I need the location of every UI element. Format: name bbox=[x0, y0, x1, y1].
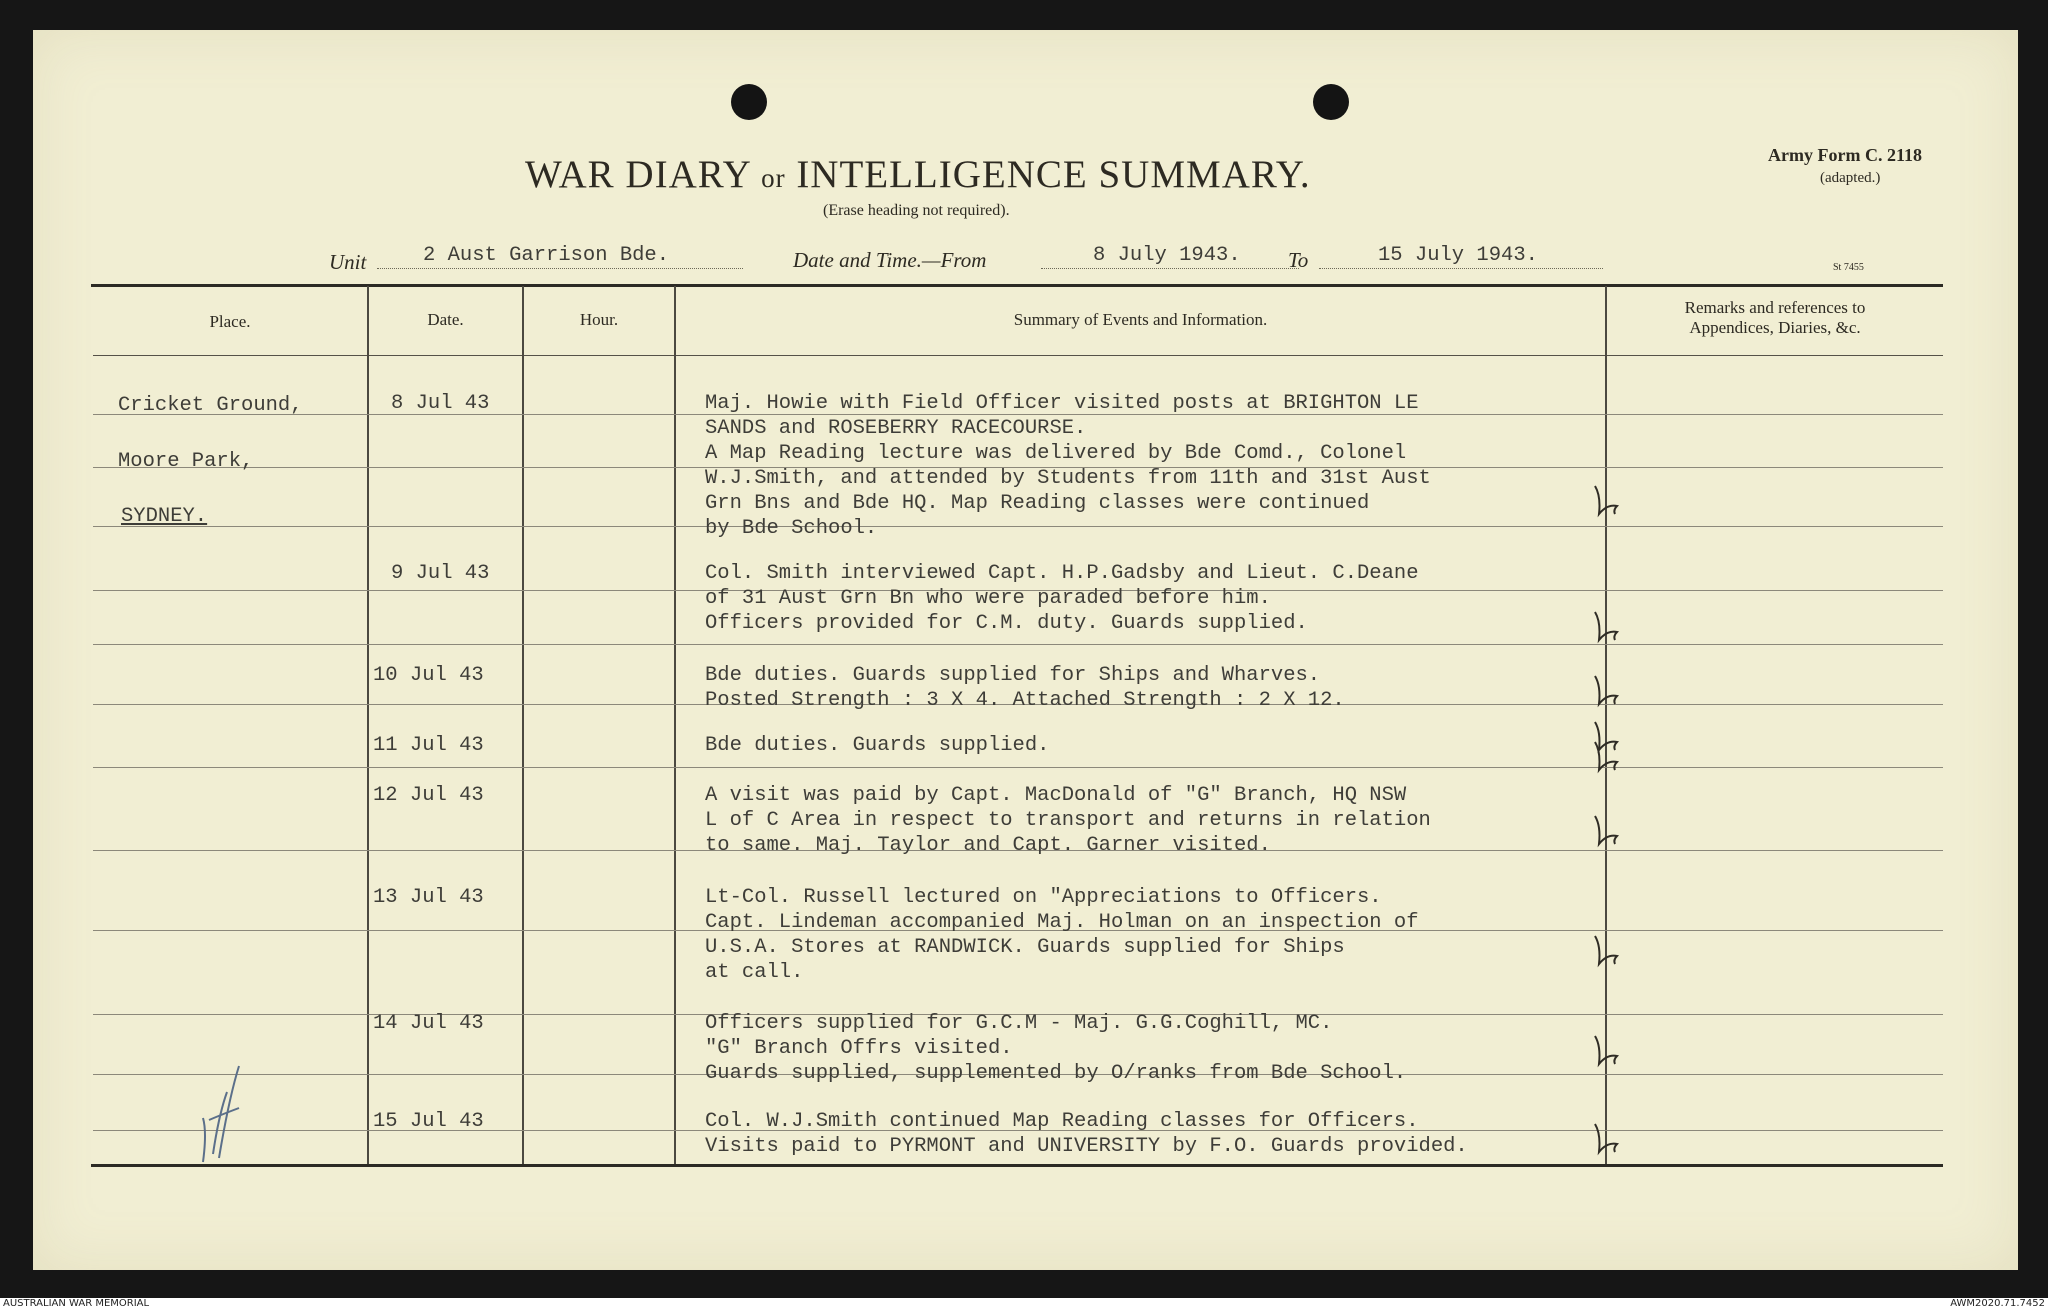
title-war-diary: WAR DIARY bbox=[525, 153, 751, 196]
header-date: Date. bbox=[427, 310, 464, 329]
header-summary: Summary of Events and Information. bbox=[1013, 310, 1268, 329]
entry-date: 10 Jul 43 bbox=[373, 664, 484, 687]
entry-summary-line: SANDS and ROSEBERRY RACECOURSE. bbox=[705, 417, 1087, 440]
column-divider bbox=[674, 286, 676, 1164]
header-rule bbox=[93, 355, 1943, 356]
ruled-line bbox=[93, 644, 1943, 645]
unit-value: 2 Aust Garrison Bde. bbox=[423, 244, 670, 267]
table-bottom-rule bbox=[91, 1164, 1943, 1167]
form-title bbox=[525, 152, 1311, 197]
entry-date: 11 Jul 43 bbox=[373, 734, 484, 757]
archive-footer bbox=[0, 1298, 2048, 1312]
entry-summary-line: Guards supplied, supplemented by O/ranks from Bde School. bbox=[705, 1062, 1407, 1085]
title-or: or bbox=[761, 163, 786, 193]
entry-summary-line: A visit was paid by Capt. MacDonald of "G" Branch, HQ NSW bbox=[705, 784, 1407, 807]
to-label: To bbox=[1288, 248, 1309, 272]
to-date: 15 July 1943. bbox=[1378, 244, 1538, 267]
header-place: Place. bbox=[209, 312, 251, 331]
footer-source: AUSTRALIAN WAR MEMORIAL bbox=[3, 1298, 150, 1309]
from-date: 8 July 1943. bbox=[1093, 244, 1241, 267]
entry-summary-line: Visits paid to PYRMONT and UNIVERSITY by F.O. Guards provided. bbox=[705, 1135, 1468, 1158]
entry-summary-line: Bde duties. Guards supplied for Ships and Wharves. bbox=[705, 664, 1321, 687]
footer-reference: AWM2020.71.7452 bbox=[1950, 1298, 2045, 1309]
entry-summary-line: A Map Reading lecture was delivered by Bde Comd., Colonel bbox=[705, 442, 1407, 465]
header-remarks-line-2: Appendices, Diaries, &c. bbox=[1689, 318, 1861, 337]
ruled-line bbox=[93, 526, 1943, 527]
entry-summary-line: Grn Bns and Bde HQ. Map Reading classes were continued bbox=[705, 492, 1370, 515]
header-hour: Hour. bbox=[579, 310, 619, 329]
ruled-line bbox=[93, 767, 1943, 768]
entry-summary-line: Officers supplied for G.C.M - Maj. G.G.Coghill, MC. bbox=[705, 1012, 1333, 1035]
pencil-initials-mark bbox=[203, 1066, 239, 1162]
entry-summary-line: Col. W.J.Smith continued Map Reading classes for Officers. bbox=[705, 1110, 1419, 1133]
punch-hole-left bbox=[731, 84, 767, 120]
place-line: SYDNEY. bbox=[121, 505, 208, 528]
entry-summary-line: of 31 Aust Grn Bn who were paraded before him. bbox=[705, 587, 1271, 610]
entry-summary-line: W.J.Smith, and attended by Students from 11th and 31st Aust bbox=[705, 467, 1431, 490]
column-divider bbox=[367, 286, 369, 1164]
date-time-label: Date and Time.—From bbox=[793, 248, 987, 272]
form-subtitle: (Erase heading not required). bbox=[823, 202, 1010, 219]
entry-summary-line: Lt-Col. Russell lectured on "Appreciations to Officers. bbox=[705, 886, 1382, 909]
entry-date: 9 Jul 43 bbox=[391, 562, 490, 585]
entry-summary-line: at call. bbox=[705, 961, 804, 984]
entry-date: 14 Jul 43 bbox=[373, 1012, 484, 1035]
form-number: Army Form C. 2118 bbox=[1768, 145, 1922, 165]
entry-date: 15 Jul 43 bbox=[373, 1110, 484, 1133]
entry-summary-line: L of C Area in respect to transport and returns in relation bbox=[705, 809, 1431, 832]
place-line: Moore Park, bbox=[118, 450, 254, 473]
column-divider bbox=[1605, 286, 1607, 1164]
diary-sheet bbox=[33, 30, 2018, 1270]
entry-date: 13 Jul 43 bbox=[373, 886, 484, 909]
entry-date: 12 Jul 43 bbox=[373, 784, 484, 807]
entry-summary-line: Col. Smith interviewed Capt. H.P.Gadsby and Lieut. C.Deane bbox=[705, 562, 1419, 585]
header-remarks-line-1: Remarks and references to bbox=[1684, 298, 1866, 317]
place-line: Cricket Ground, bbox=[118, 394, 303, 417]
entry-summary-line: Maj. Howie with Field Officer visited posts at BRIGHTON LE bbox=[705, 392, 1419, 415]
unit-label: Unit bbox=[329, 250, 367, 274]
title-intelligence-summary: INTELLIGENCE SUMMARY. bbox=[796, 153, 1311, 196]
entry-summary-line: to same. Maj. Taylor and Capt. Garner visited. bbox=[705, 834, 1271, 857]
entry-summary-line: Bde duties. Guards supplied. bbox=[705, 734, 1050, 757]
entry-summary-line: U.S.A. Stores at RANDWICK. Guards supplied for Ships bbox=[705, 936, 1345, 959]
form-note: (adapted.) bbox=[1820, 170, 1881, 186]
unit-dotted-line bbox=[377, 268, 743, 269]
entry-summary-line: by Bde School. bbox=[705, 517, 878, 540]
entry-summary-line: Officers provided for C.M. duty. Guards supplied. bbox=[705, 612, 1308, 635]
from-dotted-line bbox=[1041, 268, 1299, 269]
entry-summary-line: Posted Strength : 3 X 4. Attached Strength : 2 X 12. bbox=[705, 689, 1345, 712]
header-remarks bbox=[1607, 298, 1943, 338]
entry-summary-line: Capt. Lindeman accompanied Maj. Holman on an inspection of bbox=[705, 911, 1419, 934]
table-top-rule bbox=[91, 284, 1943, 287]
entry-summary-line: "G" Branch Offrs visited. bbox=[705, 1037, 1013, 1060]
column-divider bbox=[522, 286, 524, 1164]
stock-code: St 7455 bbox=[1833, 262, 1864, 273]
to-dotted-line bbox=[1319, 268, 1603, 269]
punch-hole-right bbox=[1313, 84, 1349, 120]
entry-date: 8 Jul 43 bbox=[391, 392, 490, 415]
